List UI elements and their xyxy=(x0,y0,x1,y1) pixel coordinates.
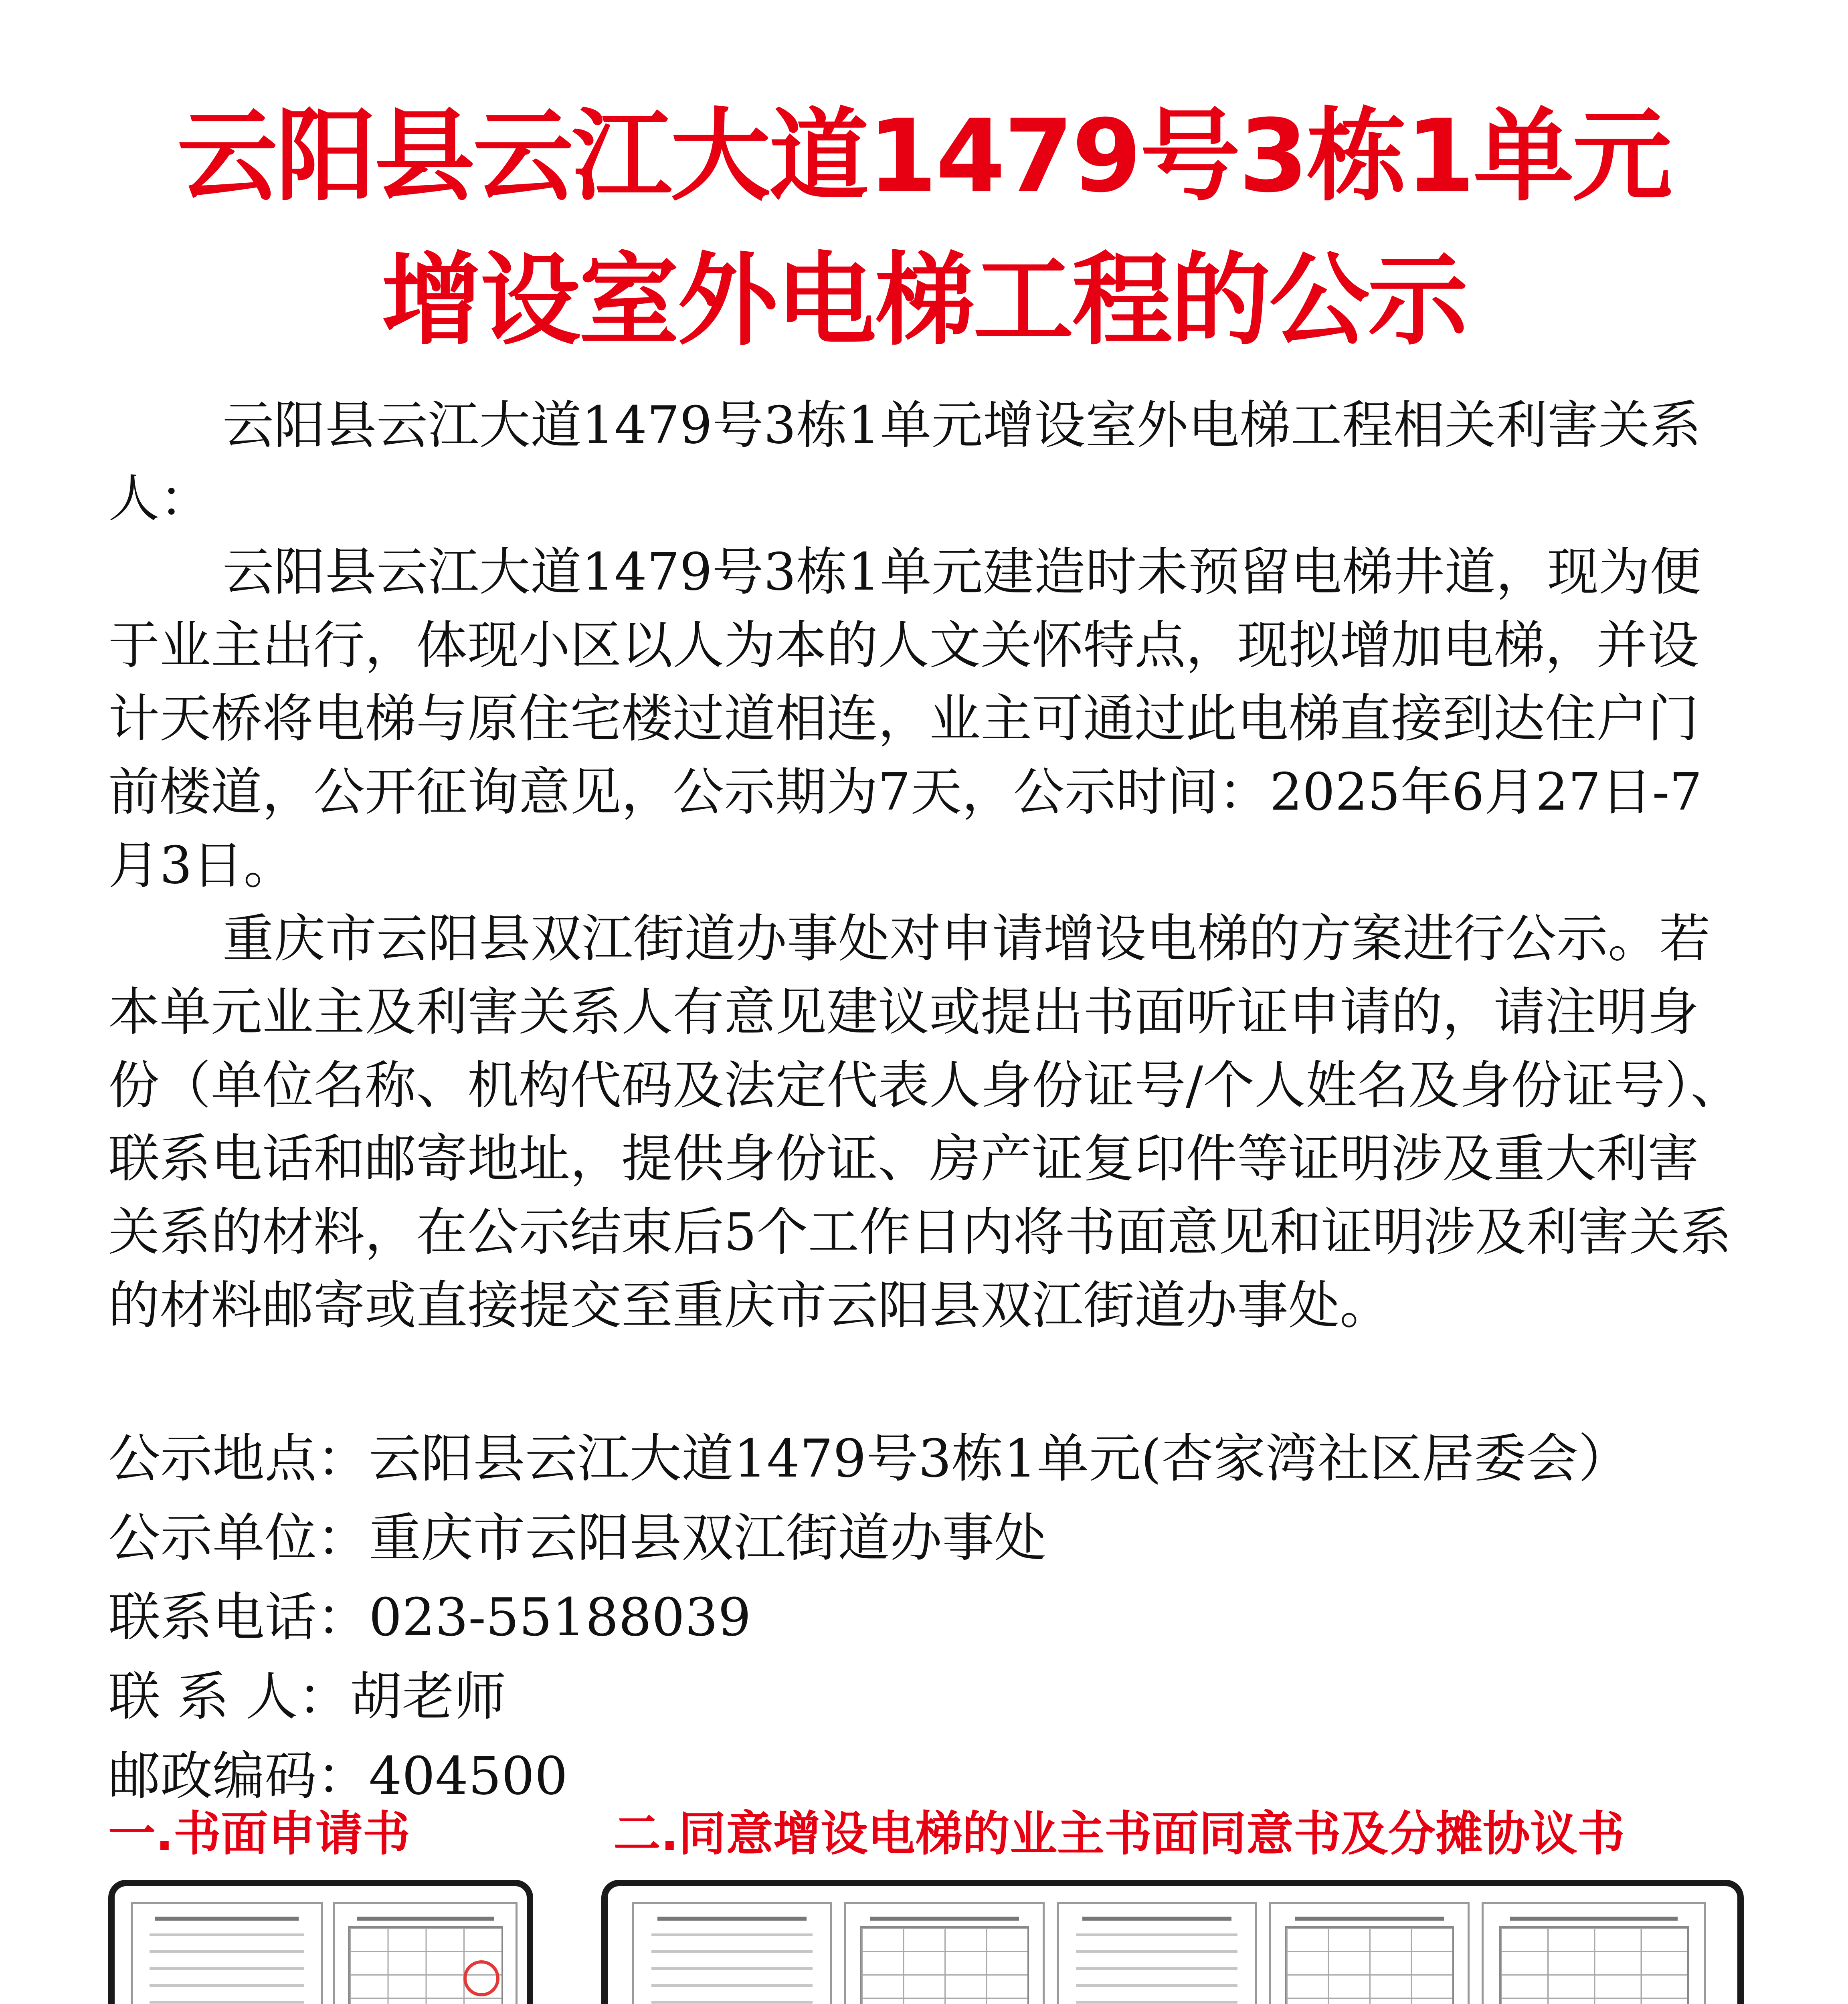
info-phone: 联系电话：023-55188039 xyxy=(108,1587,751,1648)
notice-info xyxy=(108,1419,1744,1816)
paragraph-2: 重庆市云阳县双江街道办事处对申请增设电梯的方案进行公示。若本单元业主及利害关系人有意见建议或提出书面听证申请的，请注明身份（单位名称、机构代码及法定代表人身份证号/个人姓名及身份证号）、联系电话和邮寄地址，提供身份证、房产证复印件等证明涉及重大利害关系的材料，在公示结束后5个工作日内将书面意见和证明涉及利害关系的材料邮寄或直接提交至重庆市云阳县双江街道办事处。 xyxy=(108,909,1742,1335)
title-line-1: 云阳县云江大道1479号3栋1单元 xyxy=(177,98,1671,214)
cost-sharing-agreement-doc xyxy=(632,1902,832,2004)
info-location: 公示地点：云阳县云江大道1479号3栋1单元(杏家湾社区居委会） xyxy=(108,1428,1630,1489)
owner-consent-signatures-doc xyxy=(1482,1902,1706,2004)
authorization-letter-doc xyxy=(1057,1902,1257,2004)
salutation: 云阳县云江大道1479号3栋1单元增设室外电梯工程相关利害关系人： xyxy=(108,396,1701,529)
title-line-2: 增设室外电梯工程的公示 xyxy=(382,242,1466,359)
section-1-frame xyxy=(108,1880,533,2004)
info-postcode: 邮政编码：404500 xyxy=(108,1745,568,1806)
consent-form-doc xyxy=(844,1902,1045,2004)
owner-signature-list-doc xyxy=(333,1902,518,2004)
section-1-heading: 一.书面申请书 xyxy=(108,1806,410,1861)
section-2-heading: 二.同意增设电梯的业主书面同意书及分摊协议书 xyxy=(613,1806,1625,1861)
info-contact: 联 系 人：胡老师 xyxy=(108,1666,506,1727)
section-2-frame xyxy=(601,1880,1744,2004)
notice-body xyxy=(108,389,1744,1342)
owner-list-doc xyxy=(1269,1902,1470,2004)
paragraph-1: 云阳县云江大道1479号3栋1单元建造时未预留电梯井道，现为便于业主出行，体现小区以人为本的人文关怀特点，现拟增加电梯，并设计天桥将电梯与原住宅楼过道相连，业主可通过此电梯直接到达住户门前楼道，公开征询意见，公示期为7天，公示时间：2025年6月27日-7月3日。 xyxy=(108,542,1702,895)
application-form-doc xyxy=(131,1902,323,2004)
info-unit: 公示单位：重庆市云阳县双江街道办事处 xyxy=(108,1507,1047,1568)
